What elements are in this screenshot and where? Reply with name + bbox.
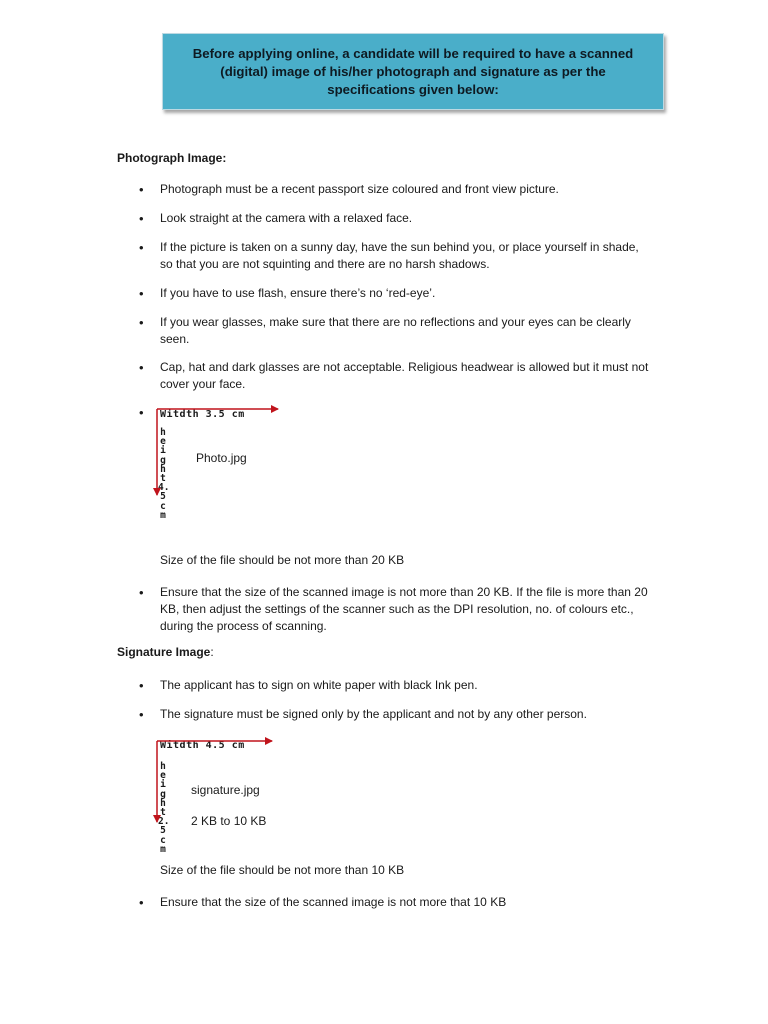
list-item: • If the picture is taken on a sunny day, have the sun behind you, or place yourself in shade, so that you are not squinting and there are no harsh shadows. (160, 239, 650, 273)
signature-size-range: 2 KB to 10 KB (191, 814, 267, 828)
signature-size-note: Size of the file should be not more than 10 KB (160, 863, 405, 877)
photo-size-note: Size of the file should be not more than 20 KB (160, 553, 405, 567)
photo-width-label: Witdth 3.5 cm (160, 409, 245, 420)
list-item: • Ensure that the size of the scanned image is not more that 10 KB (160, 894, 650, 911)
signature-height-label: height 2.5 cm (158, 761, 170, 855)
signature-width-label: Witdth 4.5 cm (160, 740, 245, 751)
photograph-title-text: Photograph Image: (117, 151, 227, 165)
photo-file-name: Photo.jpg (196, 451, 247, 465)
list-item: • Ensure that the size of the scanned image is not more than 20 KB. If the file is more than 20 KB, then adjust the settings of the scanner such as the DPI resolution, no. of colours etc., during the process of scanning. (160, 584, 650, 635)
list-item: • If you have to use flash, ensure there’s no ‘red-eye’. (160, 285, 650, 302)
list-item: • Cap, hat and dark glasses are not acceptable. Religious headwear is allowed but it must not cover your face. (160, 359, 650, 393)
signature-title-colon: : (210, 645, 214, 659)
list-item: • The signature must be signed only by the applicant and not by any other person. (160, 706, 650, 723)
list-item: • Look straight at the camera with a relaxed face. (160, 210, 650, 227)
photo-height-label: height 4.5 cm (158, 427, 170, 521)
signature-title-text: Signature Image (117, 645, 211, 659)
signature-file-name: signature.jpg (191, 783, 260, 797)
header-text: Before applying online, a candidate will be required to have a scanned (digital) image of his/her photograph and signature as per the specifications given below: (192, 45, 634, 97)
list-item: • If you wear glasses, make sure that there are no reflections and your eyes can be clearly seen. (160, 314, 650, 348)
list-item: • The applicant has to sign on white paper with black Ink pen. (160, 677, 650, 694)
list-item: • Photograph must be a recent passport size coloured and front view picture. (160, 181, 650, 198)
